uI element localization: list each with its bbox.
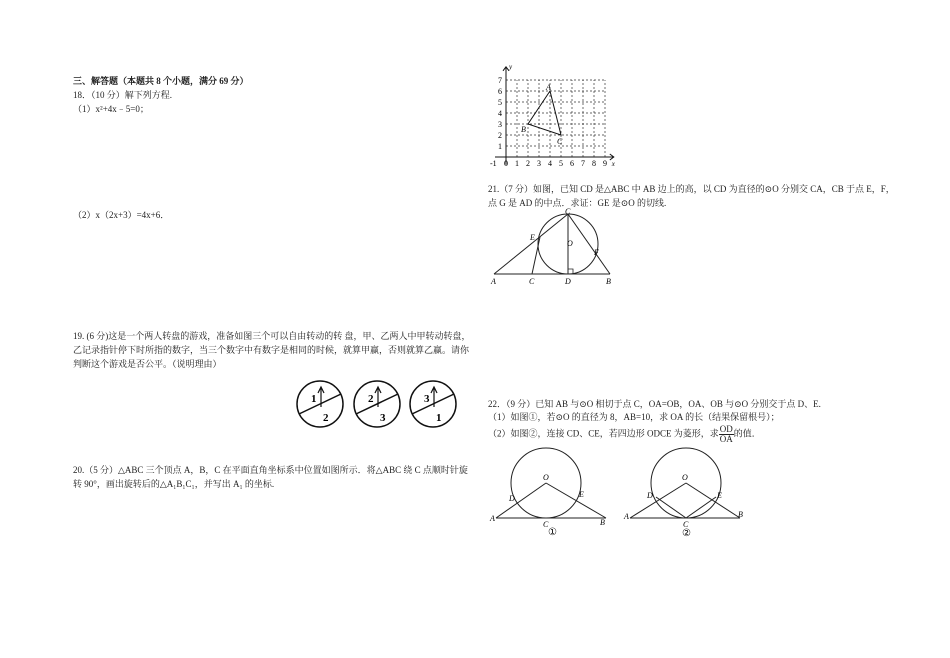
- q22-fig2-label-o: O: [682, 473, 688, 482]
- x-tick-label: 7: [581, 159, 585, 168]
- y-tick-label: 2: [498, 131, 502, 140]
- spinner-2-top-number: 2: [368, 393, 374, 405]
- q22-line3-suffix: 的值．: [733, 428, 761, 439]
- q22-fig1-label-a: A: [490, 514, 495, 523]
- q18-part2: （2）x（2x+3）=4x+6．: [73, 210, 170, 220]
- q22-line3-prefix: （2）如图②，连接 CD、CE，若四边形 ODCE 为菱形，求: [488, 428, 719, 439]
- y-tick-label: 5: [498, 98, 502, 107]
- q20-line2: 转 90°，画出旋转后的△A₁B₁C₁，并写出 A₁ 的坐标.: [73, 479, 275, 489]
- q21-label-b: B: [606, 277, 611, 286]
- q22-fig2-label-e: E: [717, 491, 722, 500]
- point-label-a: A: [546, 83, 551, 92]
- q21-line2: 点 G 是 AD 的中点．求证：GE 是⊙O 的切线.: [488, 198, 667, 208]
- q22-fig2-label-c: C: [683, 520, 689, 529]
- spinner-2-bottom-number: 3: [380, 412, 386, 424]
- triangle-abc: [528, 91, 561, 135]
- q22-fig2-label-b: B: [738, 510, 743, 519]
- q22-line2: （1）如图①，若⊙O 的直径为 8，AB=10，求 OA 的长（结果保留根号）；: [488, 412, 780, 422]
- section-heading: 三、解答题（本题共 8 个小题，满分 69 分）: [73, 76, 249, 86]
- q22-fig1-label-o: O: [543, 473, 549, 482]
- spinner-1-bottom-number: 2: [323, 412, 329, 424]
- q22-fig2-label-d: D: [647, 491, 653, 500]
- x-tick-label: 8: [592, 159, 596, 168]
- q21-label-a: A: [491, 277, 496, 286]
- q21-label-c: C: [565, 207, 571, 216]
- point-label-c: C: [557, 137, 563, 146]
- x-tick-label: 9: [603, 159, 607, 168]
- q22-fig1-caption: ①: [548, 527, 557, 538]
- y-tick-label: 3: [498, 120, 502, 129]
- q19-line2: 乙记录指针停下时所指的数字，当三个数字中有数字是相同的时候，就算甲赢，否则就算乙赢。请你: [73, 345, 470, 355]
- q22-fig2-label-a: A: [624, 512, 629, 521]
- q22-fig1-label-c: C: [543, 520, 549, 529]
- q22-fig1-label-e: E: [579, 490, 584, 499]
- x-tick-label: -1: [490, 159, 497, 168]
- x-tick-label: 0: [504, 159, 508, 168]
- x-tick-label: 4: [548, 159, 552, 168]
- spinner-3-bottom-number: 1: [436, 412, 442, 424]
- spinner-2: [354, 381, 400, 427]
- q21-line1: 21.（7 分）如图，已知 CD 是△ABC 中 AB 边上的高，以 CD 为直径的⊙O 分别交 CA，CB 于点 E，F，: [488, 184, 895, 194]
- q21-figure: [488, 207, 618, 287]
- spinner-3: [410, 381, 456, 427]
- q22-fig2-caption: ②: [682, 528, 691, 539]
- q22-fig1-label-d: D: [509, 494, 515, 503]
- q18-heading: 18．（10 分）解下列方程.: [73, 90, 173, 100]
- coordinate-grid: [486, 62, 626, 177]
- q22-line3: [488, 425, 761, 444]
- q20-line1: 20.（5 分）△ABC 三个顶点 A，B，C 在平面直角坐标系中位置如图所示．将△ABC 绕 C 点顺时针旋: [73, 465, 468, 475]
- spinner-3-top-number: 3: [424, 393, 430, 405]
- x-axis-label: x: [611, 160, 615, 168]
- q22-fig1-label-b: B: [600, 518, 605, 527]
- point-label-b: B: [521, 125, 526, 134]
- x-tick-label: 6: [570, 159, 574, 168]
- x-tick-label: 3: [537, 159, 541, 168]
- y-axis-label: y: [509, 62, 513, 71]
- q22-fraction: [719, 425, 734, 444]
- y-tick-label: 6: [498, 87, 502, 96]
- q22-line1: 22．（9 分）已知 AB 与⊙O 相切于点 C，OA=OB，OA、OB 与⊙O 分别交于点 D、E.: [488, 399, 821, 409]
- q21-label-o: O: [567, 239, 573, 248]
- q21-label-f: F: [594, 248, 599, 257]
- q22-fraction-denominator: OA: [719, 434, 733, 444]
- x-tick-label: 1: [515, 159, 519, 168]
- q21-label-d: D: [565, 277, 571, 286]
- q19-line1: 19. (6 分)这是一个两人转盘的游戏，准备如图三个可以自由转动的转 盘，甲、乙两人中甲转动转盘，: [73, 331, 471, 341]
- spinner-1: [297, 381, 343, 427]
- y-tick-label: 7: [498, 76, 502, 85]
- q22-fraction-numerator: OD: [719, 424, 733, 434]
- spinner-1-top-number: 1: [311, 393, 317, 405]
- y-tick-label: 4: [498, 109, 502, 118]
- q21-label-e: E: [530, 233, 535, 242]
- q19-line3: 判断这个游戏是否公平。（说明理由）: [73, 359, 222, 369]
- q21-label-g: C: [529, 277, 535, 286]
- x-tick-label: 5: [559, 159, 563, 168]
- y-tick-label: 1: [498, 142, 502, 151]
- x-tick-label: 2: [526, 159, 530, 168]
- q22-figure-1: [488, 447, 618, 542]
- q22-figure-2: [622, 447, 752, 542]
- q18-part1: （1）x²+4x﹣5=0；: [73, 104, 149, 114]
